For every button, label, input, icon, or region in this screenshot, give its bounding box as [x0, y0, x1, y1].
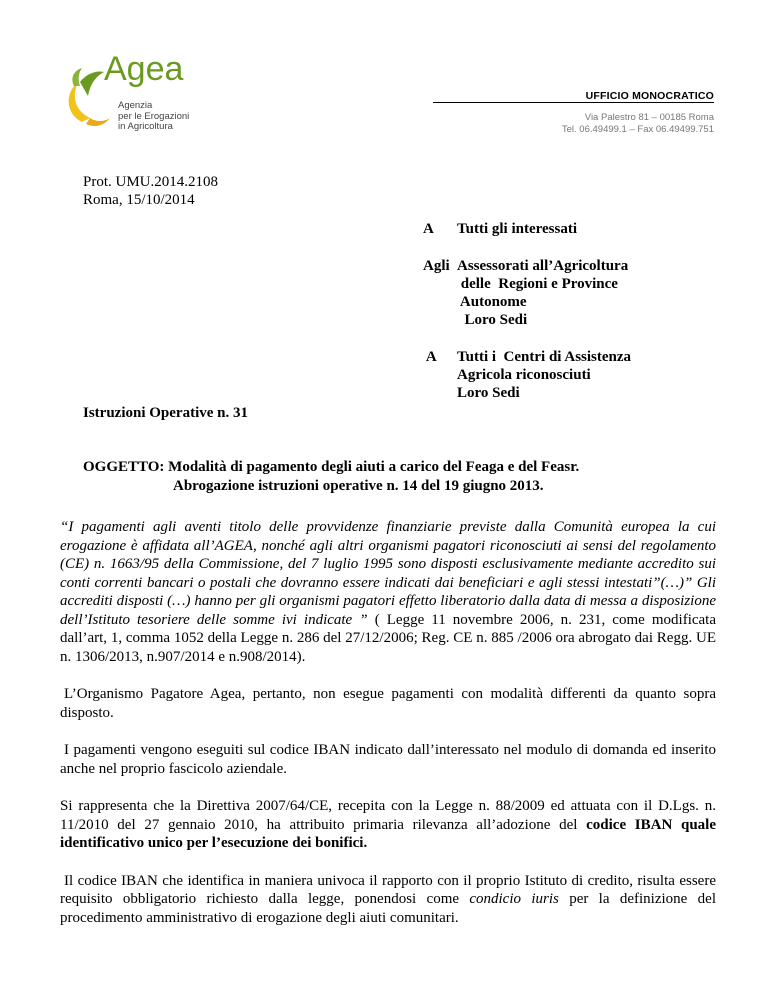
office-address	[562, 112, 714, 135]
recipient-label: A	[423, 221, 434, 237]
recipient-line: Tutti i Centri di Assistenza	[457, 349, 632, 365]
bold-text: codice IBAN quale identificativo unico per l’esecuzione dei bonifici.	[60, 816, 717, 851]
office-name: UFFICIO MONOCRATICO	[585, 90, 714, 102]
recipient-line: delle Regioni e Province	[457, 276, 618, 292]
address-line: Via Palestro 81 – 00185 Roma	[584, 112, 714, 123]
instructions-title: Istruzioni Operative n. 31	[83, 405, 248, 421]
paragraph: Il codice IBAN che identifica in maniera univoca il rapporto con il proprio Istituto di credito, risulta essere requisito obbligatorio richiesto dalla legge, ponendosi come condicio iuris per la definizione del procedimento amministrativo di erogazione degli aiuti comunitari.	[60, 872, 716, 926]
paragraph-quote	[60, 518, 716, 666]
paragraph: L’Organismo Pagatore Agea, pertanto, non esegue pagamenti con modalità differenti da quanto sopra disposto.	[60, 686, 716, 721]
agea-logo	[60, 50, 200, 136]
recipient-line: Assessorati all’Agricoltura	[457, 258, 629, 274]
recipient-group	[423, 257, 631, 329]
subject-line-2: Abrogazione istruzioni operative n. 14 del 19 giugno 2013.	[173, 478, 544, 494]
recipient-line: Loro Sedi	[457, 385, 520, 401]
recipient-group	[423, 220, 631, 238]
protocol-number: Prot. UMU.2014.2108	[83, 174, 219, 190]
paragraph: I pagamenti vengono eseguiti sul codice IBAN indicato dall’interessato nel modulo di domanda ed inserito anche nel proprio fascicolo aziendale.	[60, 742, 716, 777]
place-date: Roma, 15/10/2014	[83, 192, 195, 208]
recipient-label: A	[423, 349, 437, 365]
italic-term: condicio iuris	[469, 891, 559, 907]
legal-quote: “I pagamenti agli aventi titolo delle provvidenze finanziarie previste dalla Comunità europea la cui erogazione è affidata all’AGEA, nonché agli altri organismi pagatori riconosciuti ai sensi del regolamento (CE) n. 1663/95 della Commissione, del 7 luglio 1995 sono disposti esclusivamente mediante accredito sui conti correnti bancari o postali che dovranno essere indicati dai beneficiari e agli stessi intestati”(…)” Gli accrediti disposti (…) hanno per gli organismi pagatori effetto liberatorio dalla data di messa a disposizione dell’Istituto tesoriere delle somme ivi indicate ”	[60, 519, 716, 628]
subject-block	[83, 458, 579, 496]
phone-line: Tel. 06.49499.1 – Fax 06.49499.751	[561, 123, 714, 135]
legal-reference: ( Legge 11 novembre 2006, n. 231, come modificata dall’art, 1, comma 1052 della Legge n. 286 del 27/12/2006; Reg. CE n. 885 /2006 ora abrogato dai Regg. UE n. 1306/2013, n.907/2014 e n.908/2014).	[60, 611, 717, 665]
paragraph: Si rappresenta che la Direttiva 2007/64/CE, recepita con la Legge n. 88/2009 ed attuata con il D.Lgs. n. 11/2010 del 27 gennaio 2010, ha attribuito primaria rilevanza all’adozione del codice IBAN quale identificativo unico per l’esecuzione dei bonifici.	[60, 798, 717, 851]
recipient-line: Loro Sedi	[457, 312, 528, 328]
subject-label: OGGETTO:	[83, 459, 165, 475]
header-divider	[433, 102, 714, 103]
recipient-line: Tutti gli interessati	[457, 221, 578, 237]
logo-wordmark: Agea	[104, 50, 184, 88]
protocol-block	[83, 173, 218, 209]
recipient-group	[423, 348, 631, 402]
recipient-line: Agricola riconosciuti	[457, 367, 591, 383]
recipient-label: Agli	[423, 258, 450, 274]
recipients-block	[423, 220, 631, 421]
logo-subtitle: Agenzia per le Erogazioni in Agricoltura	[118, 100, 190, 132]
document-body	[60, 518, 716, 946]
subject-line-1: Modalità di pagamento degli aiuti a carico del Feaga e del Feasr.	[168, 459, 580, 475]
recipient-line: Autonome	[457, 294, 527, 310]
